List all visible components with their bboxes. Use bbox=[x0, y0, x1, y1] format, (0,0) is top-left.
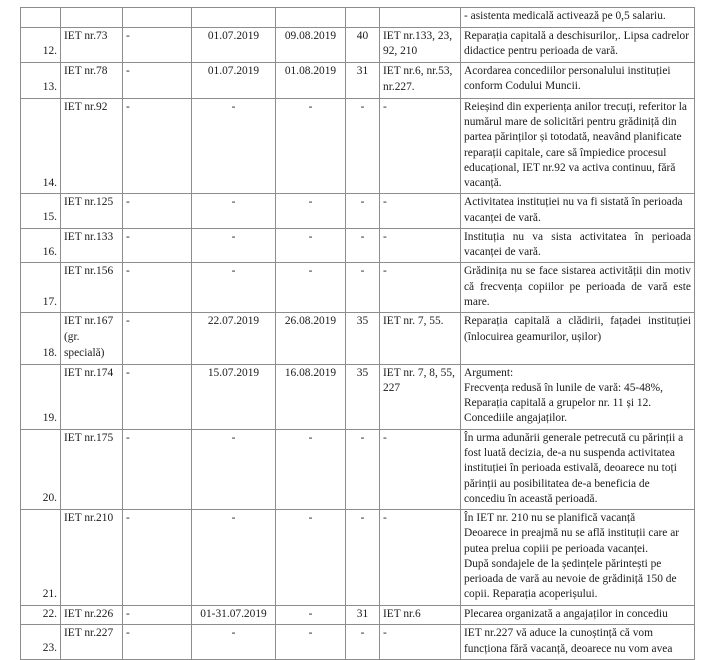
cell-references: IET nr.6 bbox=[380, 605, 461, 625]
cell-date-start: - bbox=[192, 263, 276, 313]
cell-date-start: - bbox=[192, 98, 276, 194]
cell-notes: - asistenta medicală activează pe 0,5 salariu. bbox=[461, 8, 695, 28]
cell-date-start: 22.07.2019 bbox=[192, 313, 276, 364]
cell-notes: Grădinița nu se face sistarea activității din motiv că frecvența copiilor pe perioada de vară este mare. bbox=[461, 263, 695, 313]
cell-col3: - bbox=[123, 194, 192, 229]
cell-notes: Activitatea instituției nu va fi sistată în perioada vacanței de vară. bbox=[461, 194, 695, 229]
cell-count: 31 bbox=[346, 63, 380, 98]
table-row bbox=[21, 429, 695, 509]
cell-count bbox=[346, 8, 380, 28]
cell-notes: În urma adunării generale petrecută cu părinții a fost luată decizia, de-a nu suspenda activitatea instituției în perioada estivală, deoarece nu toți părinții au posibilitatea de-a beneficia de concediu în această perioadă. bbox=[461, 429, 695, 509]
cell-references bbox=[380, 8, 461, 28]
cell-count: - bbox=[346, 263, 380, 313]
cell-index: 12. bbox=[21, 27, 61, 62]
cell-index: 16. bbox=[21, 228, 61, 263]
cell-institution: IET nr.73 bbox=[61, 27, 123, 62]
cell-institution: IET nr.227 bbox=[61, 625, 123, 660]
cell-date-end: - bbox=[276, 228, 346, 263]
cell-date-start bbox=[192, 8, 276, 28]
cell-date-end: 09.08.2019 bbox=[276, 27, 346, 62]
cell-date-start: 15.07.2019 bbox=[192, 364, 276, 429]
cell-date-end bbox=[276, 8, 346, 28]
cell-references: - bbox=[380, 194, 461, 229]
table-body bbox=[21, 8, 695, 660]
cell-index: 17. bbox=[21, 263, 61, 313]
cell-references: - bbox=[380, 98, 461, 194]
cell-index: 15. bbox=[21, 194, 61, 229]
cell-notes: Acordarea concediilor personalului instituției conform Codului Muncii. bbox=[461, 63, 695, 98]
table-row bbox=[21, 63, 695, 98]
cell-count: - bbox=[346, 194, 380, 229]
cell-date-end: - bbox=[276, 429, 346, 509]
cell-institution: IET nr.226 bbox=[61, 605, 123, 625]
cell-institution: IET nr.92 bbox=[61, 98, 123, 194]
cell-date-start: 01.07.2019 bbox=[192, 63, 276, 98]
table-row bbox=[21, 27, 695, 62]
table-row bbox=[21, 228, 695, 263]
cell-references: - bbox=[380, 625, 461, 660]
cell-notes: În IET nr. 210 nu se planifică vacanță Deoarece in preajmă nu se află instituții care ar putea prelua copiii pe perioada vacanței. După sondajele de la ședințele părintești pe perioada de vară au nevoie de grădiniță 150 de copii. Reparația acoperișului. bbox=[461, 510, 695, 606]
cell-institution: IET nr.125 bbox=[61, 194, 123, 229]
table-row bbox=[21, 364, 695, 429]
cell-institution: IET nr.133 bbox=[61, 228, 123, 263]
cell-notes: Reparația capitală a deschisurilor,. Lipsa cadrelor didactice pentru perioada de vară. bbox=[461, 27, 695, 62]
table-row bbox=[21, 98, 695, 194]
cell-count: 31 bbox=[346, 605, 380, 625]
cell-index: 22. bbox=[21, 605, 61, 625]
cell-index bbox=[21, 8, 61, 28]
cell-date-end: 26.08.2019 bbox=[276, 313, 346, 364]
cell-notes: Reieșind din experiența anilor trecuți, referitor la numărul mare de solicitări pentru grădiniță din partea părinților și totodată, neavând planificate reparații capitale, care să împiedice procesul educațional, IET nr.92 va activa continuu, fără vacanță. bbox=[461, 98, 695, 194]
table-row bbox=[21, 625, 695, 660]
cell-notes: Instituția nu va sista activitatea în perioada vacanței de vară. bbox=[461, 228, 695, 263]
cell-institution: IET nr.167 (gr. specială) bbox=[61, 313, 123, 364]
cell-institution: IET nr.78 bbox=[61, 63, 123, 98]
cell-date-start: - bbox=[192, 429, 276, 509]
cell-references: - bbox=[380, 228, 461, 263]
vacation-schedule-table bbox=[20, 7, 695, 660]
cell-notes: Reparația capitală a clădirii, fațadei instituției (înlocuirea geamurilor, ușilor) bbox=[461, 313, 695, 364]
cell-date-start: 01-31.07.2019 bbox=[192, 605, 276, 625]
cell-date-end: - bbox=[276, 605, 346, 625]
cell-index: 19. bbox=[21, 364, 61, 429]
cell-references: IET nr. 7, 55. bbox=[380, 313, 461, 364]
cell-col3: - bbox=[123, 510, 192, 606]
cell-col3: - bbox=[123, 429, 192, 509]
cell-references: IET nr.6, nr.53, nr.227. bbox=[380, 63, 461, 98]
table-row bbox=[21, 510, 695, 606]
cell-notes: IET nr.227 vă aduce la cunoștință că vom funcționa fără vacanță, deoarece nu vom avea bbox=[461, 625, 695, 660]
cell-col3: - bbox=[123, 63, 192, 98]
cell-date-end: - bbox=[276, 194, 346, 229]
cell-index: 21. bbox=[21, 510, 61, 606]
table-row bbox=[21, 605, 695, 625]
cell-col3: - bbox=[123, 98, 192, 194]
cell-date-end: 01.08.2019 bbox=[276, 63, 346, 98]
cell-institution: IET nr.156 bbox=[61, 263, 123, 313]
cell-date-end: - bbox=[276, 98, 346, 194]
cell-institution: IET nr.175 bbox=[61, 429, 123, 509]
table-row bbox=[21, 194, 695, 229]
table-row bbox=[21, 313, 695, 364]
cell-col3: - bbox=[123, 605, 192, 625]
cell-references: - bbox=[380, 263, 461, 313]
cell-institution: IET nr.210 bbox=[61, 510, 123, 606]
cell-index: 23. bbox=[21, 625, 61, 660]
cell-date-end: - bbox=[276, 510, 346, 606]
cell-notes: Plecarea organizată a angajaților in concediu bbox=[461, 605, 695, 625]
cell-date-start: - bbox=[192, 194, 276, 229]
cell-institution bbox=[61, 8, 123, 28]
cell-index: 13. bbox=[21, 63, 61, 98]
cell-col3: - bbox=[123, 364, 192, 429]
cell-col3: - bbox=[123, 263, 192, 313]
cell-date-start: 01.07.2019 bbox=[192, 27, 276, 62]
cell-count: 35 bbox=[346, 364, 380, 429]
table-row bbox=[21, 263, 695, 313]
cell-count: - bbox=[346, 625, 380, 660]
cell-col3: - bbox=[123, 313, 192, 364]
cell-count: - bbox=[346, 510, 380, 606]
cell-count: - bbox=[346, 228, 380, 263]
cell-references: IET nr.133, 23, 92, 210 bbox=[380, 27, 461, 62]
cell-references: IET nr. 7, 8, 55, 227 bbox=[380, 364, 461, 429]
cell-count: 35 bbox=[346, 313, 380, 364]
cell-date-start: - bbox=[192, 510, 276, 606]
cell-col3: - bbox=[123, 27, 192, 62]
cell-index: 18. bbox=[21, 313, 61, 364]
cell-count: - bbox=[346, 429, 380, 509]
cell-references: - bbox=[380, 429, 461, 509]
cell-index: 20. bbox=[21, 429, 61, 509]
cell-col3: - bbox=[123, 228, 192, 263]
table-row-partial bbox=[21, 8, 695, 28]
cell-col3 bbox=[123, 8, 192, 28]
cell-date-end: - bbox=[276, 625, 346, 660]
cell-date-end: - bbox=[276, 263, 346, 313]
cell-date-start: - bbox=[192, 625, 276, 660]
cell-col3: - bbox=[123, 625, 192, 660]
cell-references: - bbox=[380, 510, 461, 606]
cell-date-start: - bbox=[192, 228, 276, 263]
cell-date-end: 16.08.2019 bbox=[276, 364, 346, 429]
cell-notes: Argument: Frecvența redusă în lunile de vară: 45-48%, Reparația capitală a grupelor nr. 11 și 12. Concediile angajaților. bbox=[461, 364, 695, 429]
cell-institution: IET nr.174 bbox=[61, 364, 123, 429]
cell-count: 40 bbox=[346, 27, 380, 62]
cell-index: 14. bbox=[21, 98, 61, 194]
cell-count: - bbox=[346, 98, 380, 194]
